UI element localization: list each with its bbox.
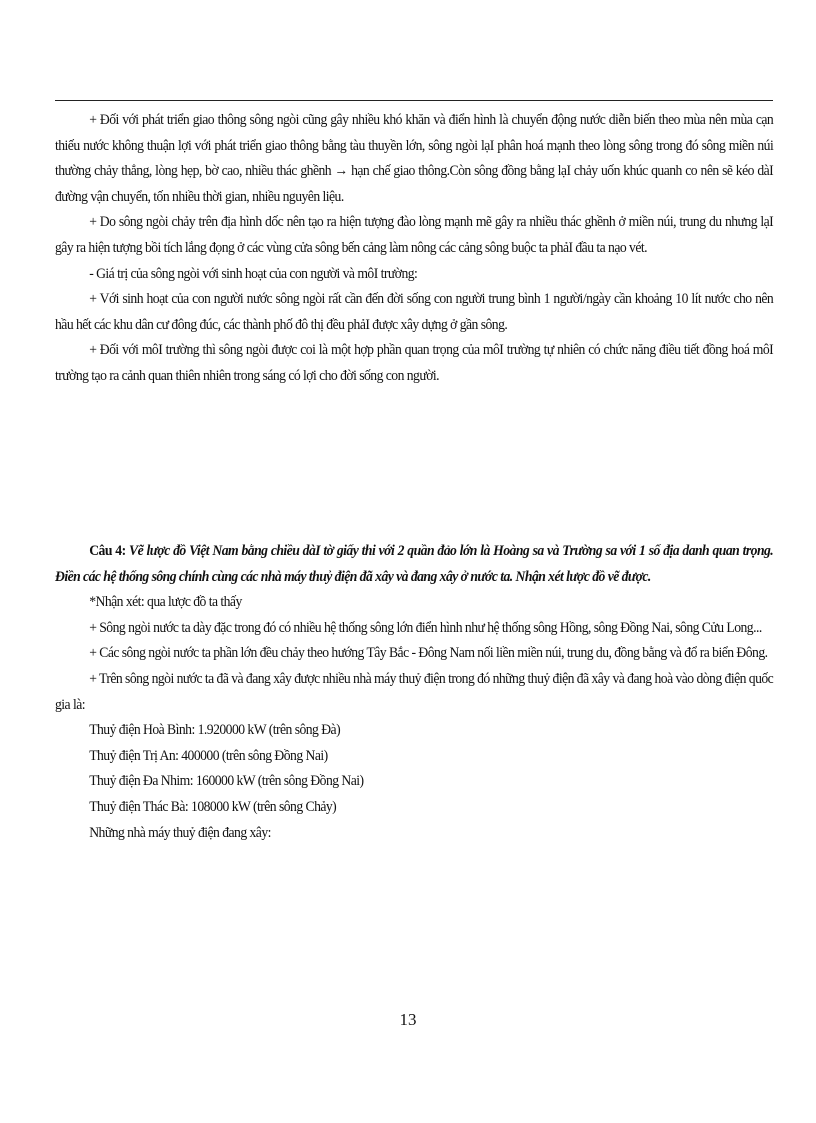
question-4 <box>55 538 773 589</box>
section-river-values <box>55 107 773 389</box>
paragraph-river-direction: + Các sông ngòi nước ta phần lớn đều chảy theo hướng Tây Bắc - Đông Nam nối liền miền núi, trung du, đồng bằng và đổ ra biển Đông. <box>89 644 768 662</box>
paragraph-hydropower: + Trên sông ngòi nước ta đã và đang xây được nhiều nhà máy thuỷ điện trong đó những thuỷ điện đã xây và đang hoà vào dòng điện quốc gia là: <box>55 669 774 713</box>
paragraph-erosion: + Do sông ngòi chảy trên địa hình dốc nên tạo ra hiện tượng đào lòng mạnh mẽ gây ra nhiều thác ghềnh ở miền núi, trung du nhưng lạI gây ra hiện tượng bồi tích lắng đọng ở các vùng cửa sông bến cảng làm nông các cảng sông buộc ta phảI đầu ta nạo vét. <box>55 213 774 256</box>
paragraph-transport: + Đối với phát triển giao thông sông ngòi cũng gây nhiều khó khăn và điển hình là chuyển động nước diễn biến theo mùa nên mùa cạn thiếu nước không thuận lợi với phát triển giao thông bằng tàu thuyền lớn, sông ngòi lạI phân hoá mạnh theo lòng sông trong đó sông miền núi thường chảy thẳng, lòng hẹp, bờ cao, nhiều thác ghềnh → hạn chế giao thông.Còn sông đồng bằng lạI chảy uốn khúc quanh co nên sẽ kéo dàI đường vận chuyển, tốn nhiều thời gian, nhiều nguyên liệu. <box>55 111 774 205</box>
paragraph-remark: *Nhận xét: qua lược đồ ta thấy <box>89 593 242 611</box>
plant-da-nhim: Thuỷ điện Đa Nhim: 160000 kW (trên sông Đồng Nai) <box>89 772 364 790</box>
paragraph-river-systems: + Sông ngòi nước ta dày đặc trong đó có nhiều hệ thống sông lớn điển hình như hệ thống sông Hồng, sông Đồng Nai, sông Cửu Long... <box>89 618 762 636</box>
question-text: Vẽ lược đồ Việt Nam bằng chiều dàI tờ giấy thi với 2 quần đảo lớn là Hoàng sa và Trường sa với 1 số địa danh quan trọng. Điền các hệ thống sông chính cùng các nhà máy thuỷ điện đã xây và đang xây ở nước ta. Nhận xét lược đồ vẽ được. <box>55 542 774 585</box>
plants-under-construction: Những nhà máy thuỷ điện đang xây: <box>89 823 271 841</box>
paragraph-environment: + Đối với môI trường thì sông ngòi được coi là một hợp phần quan trọng của môI trường tự nhiên có chức năng điều tiết đồng hoá môI trường tạo ra cảnh quan thiên nhiên trong sáng có lợi cho đời sống con người. <box>55 341 774 384</box>
plant-hoa-binh: Thuỷ điện Hoà Bình: 1.920000 kW (trên sông Đà) <box>89 721 341 739</box>
header-rule <box>55 100 773 101</box>
paragraph-value-heading: - Giá trị của sông ngòi với sinh hoạt của con người và môI trường: <box>89 264 418 282</box>
plant-tri-an: Thuỷ điện Trị An: 400000 (trên sông Đồng Nai) <box>89 746 328 764</box>
paragraph-daily-life: + Với sinh hoạt của con người nước sông ngòi rất cần đến đời sống con người trung bình 1 người/ngày cần khoảng 10 lít nước cho nên hầu hết các khu dân cư đông đúc, các thành phố đô thị đều phảI được xây dựng ở gần sông. <box>55 290 774 333</box>
section-question-4 <box>55 538 773 845</box>
page-number: 13 <box>399 1010 417 1029</box>
question-label: Câu 4: <box>89 542 129 559</box>
plant-thac-ba: Thuỷ điện Thác Bà: 108000 kW (trên sông Chảy) <box>89 797 337 815</box>
